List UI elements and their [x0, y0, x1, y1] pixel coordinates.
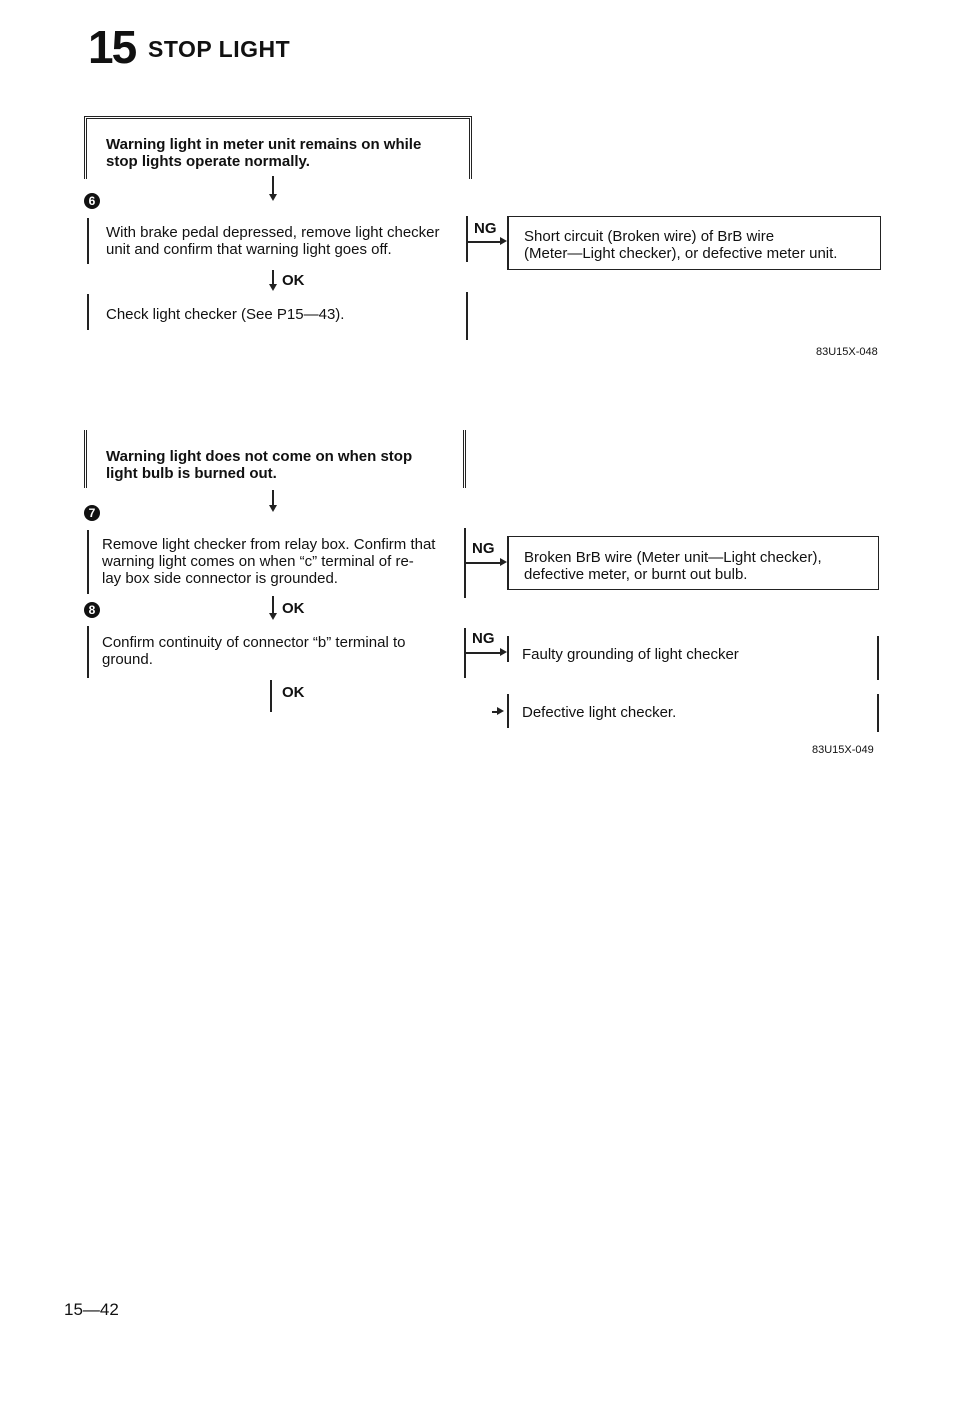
step-7-bracket: [87, 530, 89, 594]
arrow-right-icon: [497, 707, 504, 715]
figure-code-1: 83U15X-048: [816, 346, 878, 358]
ok-result-8: Defective light checker.: [522, 704, 677, 721]
ng-label-6: NG: [474, 220, 497, 237]
step-6-bracket: [87, 218, 89, 264]
page-title: STOP LIGHT: [148, 36, 291, 62]
arrow-down-icon: [269, 505, 277, 512]
arrow-down-icon: [269, 284, 277, 291]
ng-result-7: Broken BrB wire (Meter unit—Light checker), defective meter, or burnt out bulb.: [524, 549, 822, 583]
arrow-right-icon: [500, 558, 507, 566]
step-8-marker: 8: [84, 602, 100, 618]
ng-result-6: Short circuit (Broken wire) of BrB wire (Meter—Light checker), or defective meter unit.: [524, 228, 838, 262]
figure-code-2: 83U15X-049: [812, 744, 874, 756]
ok-label-7: OK: [282, 600, 305, 617]
section-number: 15: [88, 21, 136, 73]
ng-label-8: NG: [472, 630, 495, 647]
arrow-down-icon: [269, 194, 277, 201]
ok-label-8: OK: [282, 684, 305, 701]
arrow-right-icon: [500, 237, 507, 245]
ok-label-6: OK: [282, 272, 305, 289]
step-8-bracket: [87, 626, 89, 678]
ng-result-8: Faulty grounding of light checker: [522, 646, 739, 663]
arrow-right-icon: [500, 648, 507, 656]
check-text: Check light checker (See P15—43).: [106, 306, 345, 323]
arrow-down-icon: [269, 613, 277, 620]
page-number: 15—42: [64, 1300, 119, 1319]
step-7-marker: 7: [84, 505, 100, 521]
ng-label-7: NG: [472, 540, 495, 557]
condition-text-1: Warning light in meter unit remains on while stop lights operate normally.: [106, 136, 422, 170]
step-6-marker: 6: [84, 193, 100, 209]
step-6-text: With brake pedal depressed, remove light checker unit and confirm that warning light goes off.: [106, 224, 440, 258]
condition-text-2: Warning light does not come on when stop light bulb is burned out.: [106, 448, 413, 482]
step-7-text: Remove light checker from relay box. Confirm that warning light comes on when “c” terminal of re- lay box side connector is grounded.: [102, 536, 436, 587]
step-8-text: Confirm continuity of connector “b” terminal to ground.: [102, 634, 406, 668]
